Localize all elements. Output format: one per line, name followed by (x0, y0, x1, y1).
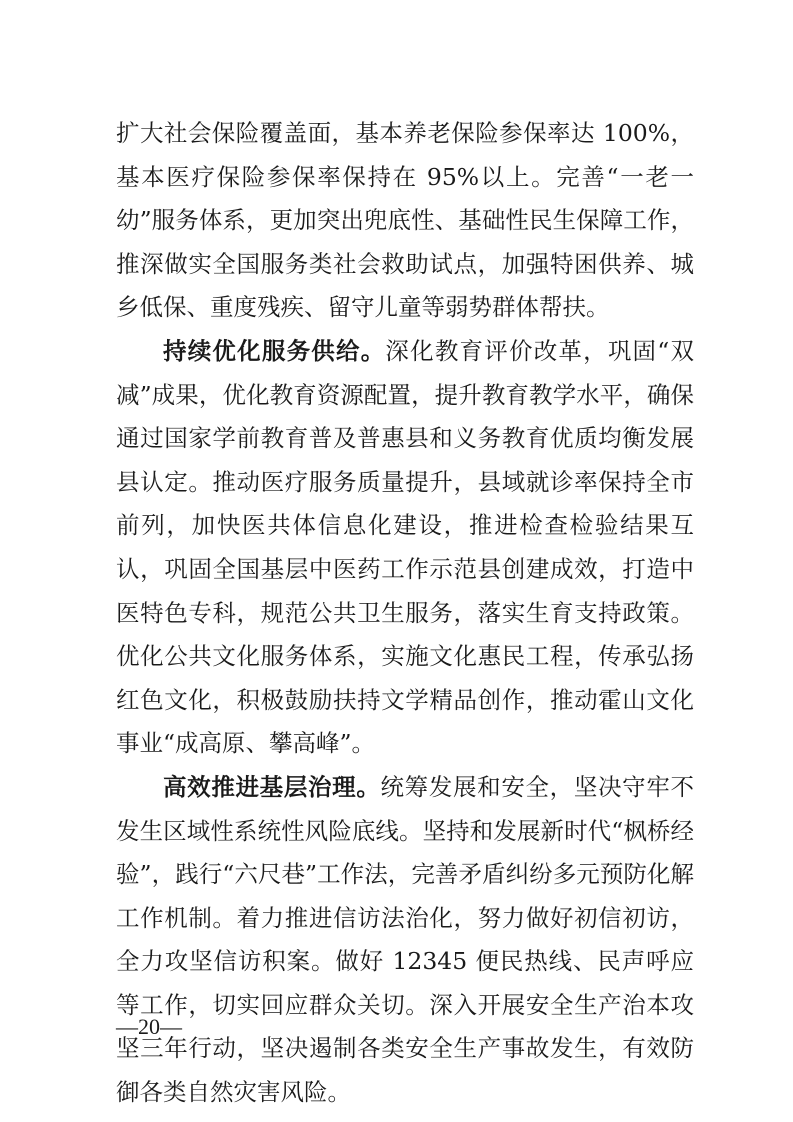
paragraph-heading: 高效推进基层治理。 (163, 772, 381, 801)
paragraph-text: 深化教育评价改革，巩固“双减”成果，优化教育资源配置，提升教育教学水平，确保通过国家学前教育普及普惠县和义务教育优质均衡发展县认定。推动医疗服务质量提升，县域就诊率保持全市前列，加快医共体信息化建设，推进检查检验结果互认，巩固全国基层中医药工作示范县创建成效，打造中医特色专科，规范公共卫生服务，落实生育支持政策。优化公共文化服务体系，实施文化惠民工程，传承弘扬红色文化，积极鼓励扶持文学精品创作，推动霍山文化事业“成高原、攀高峰”。 (116, 336, 694, 758)
paragraph-text: 扩大社会保险覆盖面，基本养老保险参保率达 100%，基本医疗保险参保率保持在 95%以上。完善“一老一幼”服务体系，更加突出兜底性、基础性民生保障工作，推深做实全国服务类社会救助试点，加强特困供养、城乡低保、重度残疾、留守儿童等弱势群体帮扶。 (116, 119, 694, 322)
paragraph-text: 统筹发展和安全，坚决守牢不发生区域性系统性风险底线。坚持和发展新时代“枫桥经验”，践行“六尺巷”工作法，完善矛盾纠纷多元预防化解工作机制。着力推进信访法治化，努力做好初信初访，全力攻坚信访积案。做好 12345 便民热线、民声呼应等工作，切实回应群众关切。深入开展安全生产治本攻坚三年行动，坚决遏制各类安全生产事故发生，有效防御各类自然灾害风险。 (116, 772, 694, 1107)
paragraph-heading: 持续优化服务供给。 (163, 336, 386, 365)
paragraph-service-supply (116, 330, 694, 766)
paragraph-social-insurance (116, 112, 694, 330)
page-number: —20— (116, 1014, 182, 1039)
paragraph-grassroots-governance (116, 766, 694, 1115)
body-text (116, 112, 694, 1115)
